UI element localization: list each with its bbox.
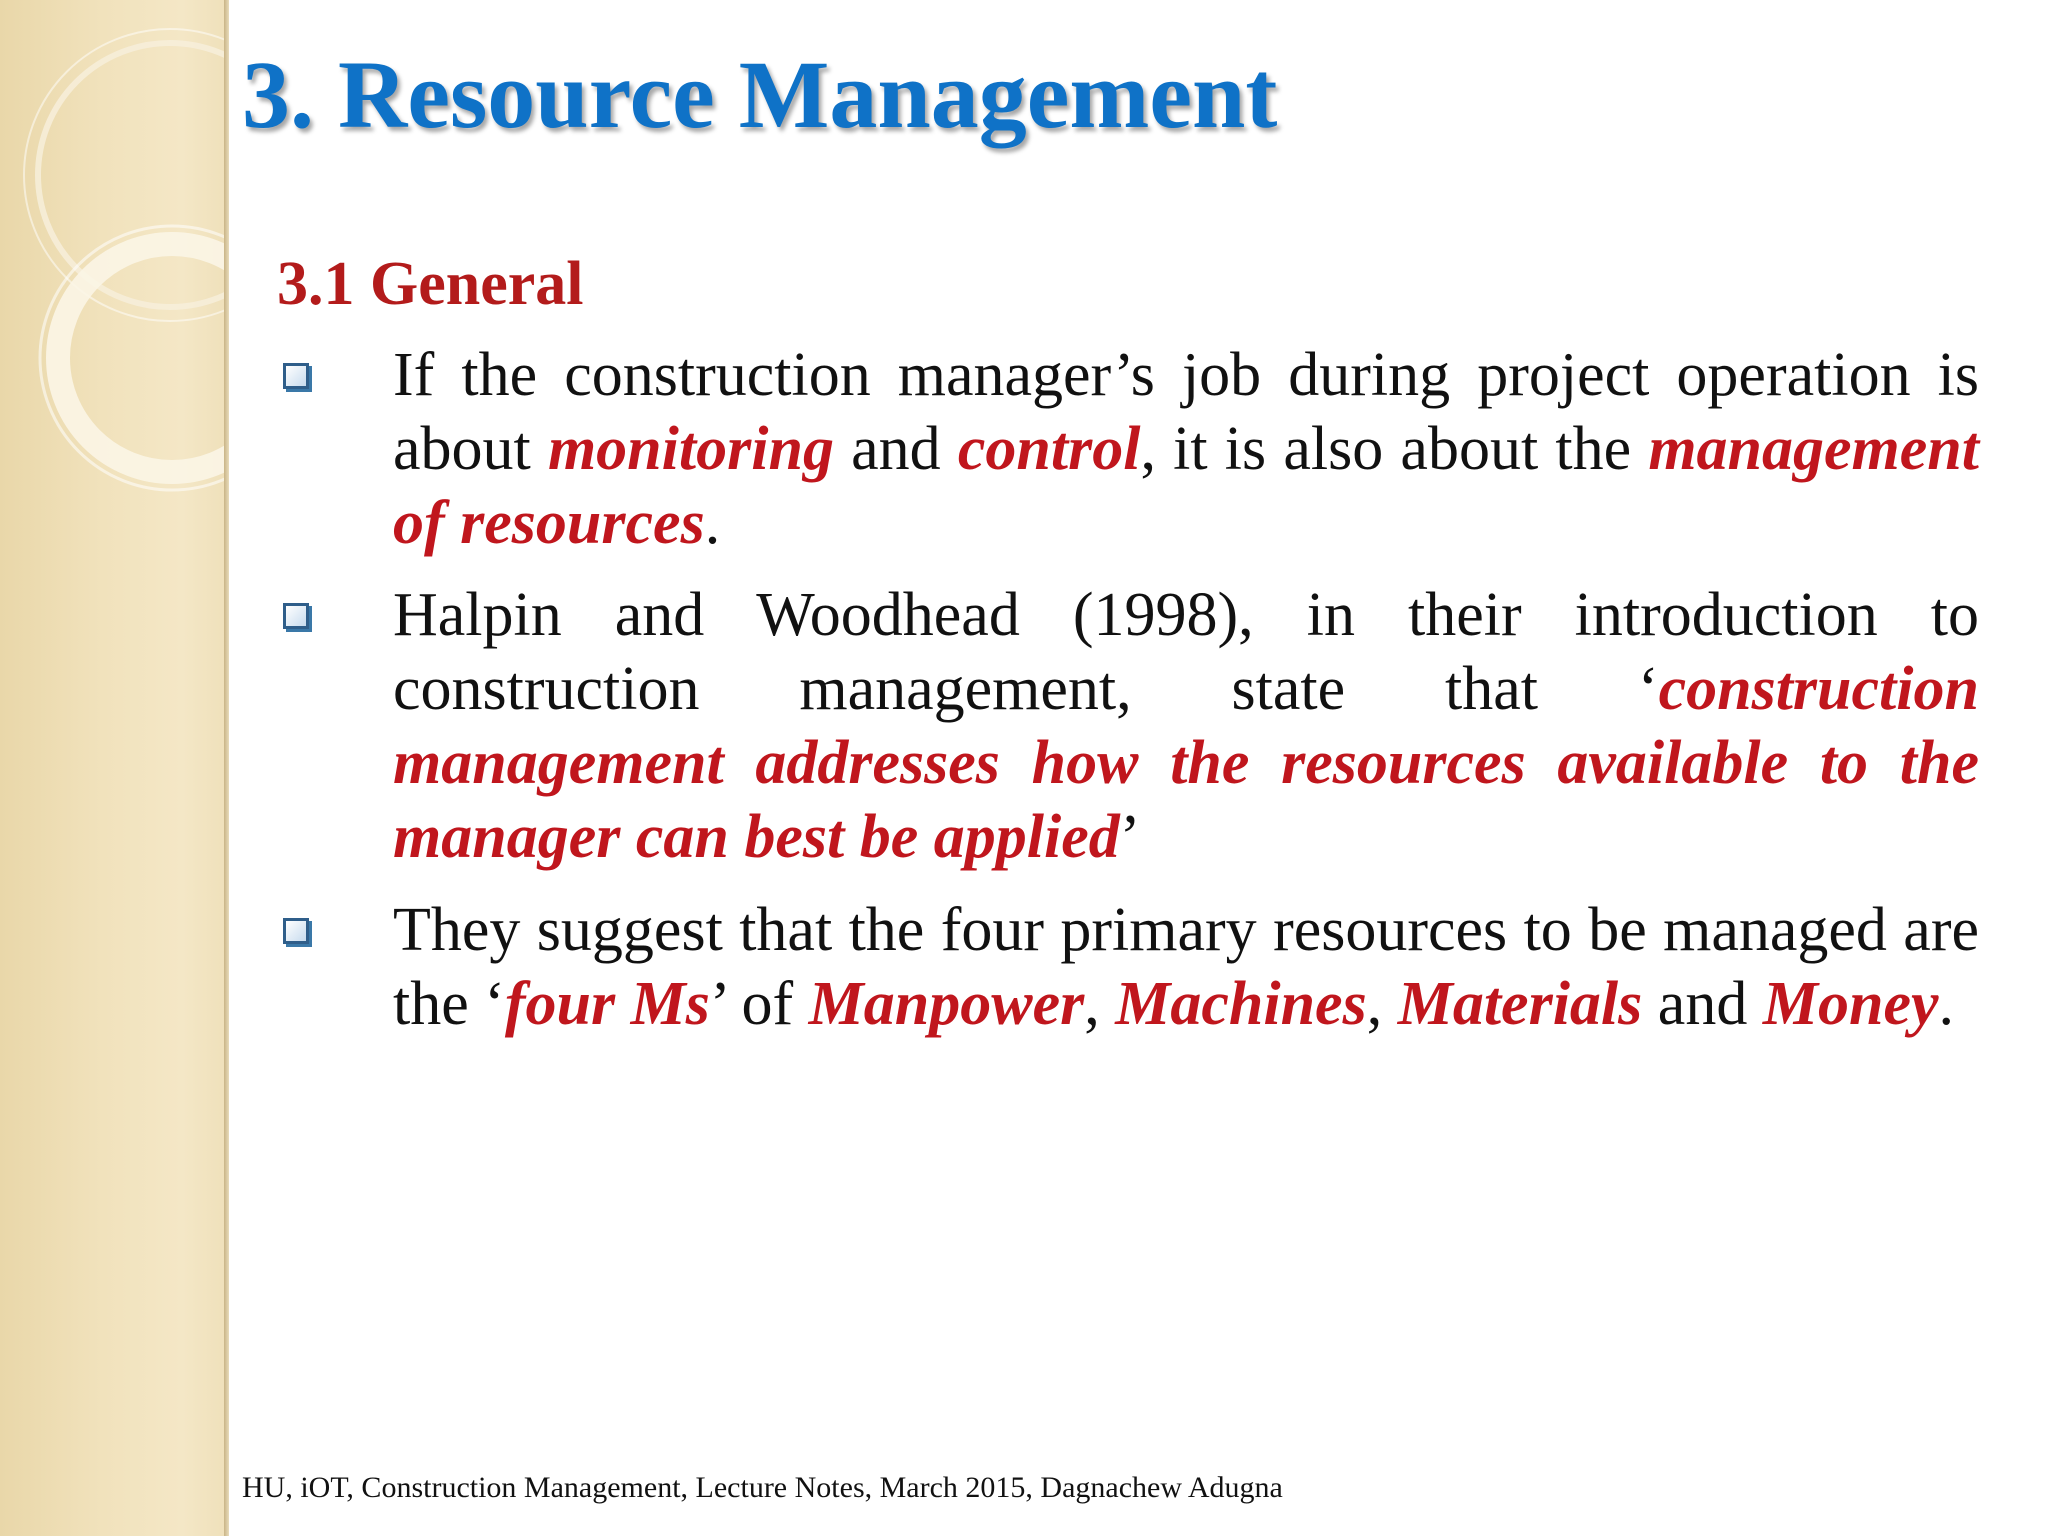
square-bullet-icon — [283, 918, 309, 944]
square-bullet-icon — [283, 603, 309, 629]
slide-title: 3. Resource Management — [242, 41, 1278, 148]
section-heading: 3.1 General — [277, 250, 584, 318]
rings-decoration-icon — [0, 0, 228, 560]
sidebar-edge — [224, 0, 229, 1536]
sidebar-decoration — [0, 0, 228, 1536]
bullet-3-text: They suggest that the four primary resources to be managed are the ‘four Ms’ of Manpower, Machines, Materials and Money. — [393, 896, 1979, 1038]
square-bullet-icon — [283, 363, 309, 389]
slide-footer: HU, iOT, Construction Management, Lecture Notes, March 2015, Dagnachew Adugna — [242, 1471, 1283, 1504]
bullet-2-text: Halpin and Woodhead (1998), in their introduction to construction management, state that ‘construction management addresses how the resources available to the manager can best be applied’ — [393, 581, 1979, 871]
bullet-1-text: If the construction manager’s job during project operation is about monitoring and control, it is also about the management of resources. — [393, 341, 1979, 557]
